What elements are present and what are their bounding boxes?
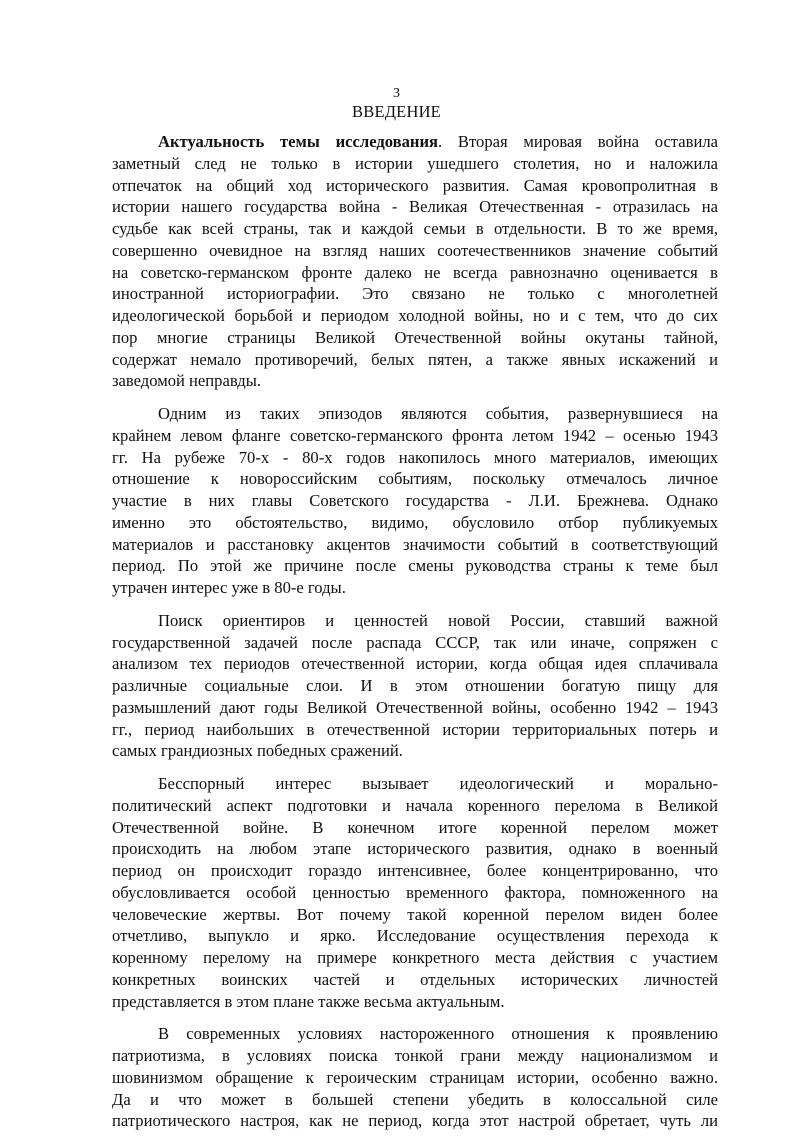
- text-line: шовинизмом обращение к героическим страницам истории, особенно важно.: [112, 1067, 718, 1087]
- text-line: содержат немало противоречий, белых пятен, а также явных искажений и: [112, 349, 718, 369]
- text-line: период он происходит гораздо интенсивнее, более концентрированно, что: [112, 861, 718, 880]
- text-line: судьбе как всей страны, так и каждой семьи в отдельности. В то же время,: [112, 219, 718, 238]
- text-line: Одним из таких эпизодов являются события, развернувшиеся на: [158, 404, 718, 423]
- text-line: гг. На рубеже 70-х - 80-х годов накопилось много материалов, имеющих: [112, 447, 718, 467]
- text-line: гг., период наибольших в отечественной истории территориальных потерь и: [112, 719, 718, 739]
- body-text: [112, 131, 718, 1143]
- text-line: заметный след не только в истории ушедшего столетия, но и наложила: [112, 153, 718, 173]
- text-line: именно это обстоятельство, видимо, обусловило отбор публикуемых: [112, 512, 718, 532]
- text-line: отпечаток на общий ход исторического развития. Самая кровопролитная в: [112, 175, 718, 195]
- text-line: утрачен интерес уже в 80-е годы.: [112, 578, 346, 597]
- text-line: патриотического настроя, как не период, когда этот настрой обретает, чуть ли: [112, 1111, 718, 1131]
- text-line: участие в них главы Советского государства - Л.И. Брежнева. Однако: [112, 491, 718, 510]
- paragraph: [112, 773, 718, 1012]
- paragraph: [112, 1023, 718, 1132]
- text-line: патриотизма, в условиях поиска тонкой грани между национализмом и: [112, 1046, 718, 1065]
- text-line: отношение к новороссийским событиям, поскольку отмечалось личное: [112, 469, 718, 489]
- text-line: отчетливо, выпукло и ярко. Исследование осуществления перехода к: [112, 926, 718, 946]
- text-line: обусловливается особой ценностью временного фактора, помноженного на: [112, 882, 718, 902]
- text-line: анализом тех периодов отечественной истории, когда общая идея сплачивала: [112, 654, 718, 674]
- bold-lead: Актуальность темы исследования: [158, 132, 438, 151]
- text-line: различные социальные слои. И в этом отношении богатую пищу для: [112, 676, 718, 695]
- text-line: размышлений дают годы Великой Отечественной войны, особенно 1942 – 1943: [112, 697, 718, 717]
- text-line: Отечественной войне. В конечном итоге коренной перелом может: [112, 817, 718, 837]
- text-line: на советско-германском фронте далеко не всегда равнозначно оценивается в: [112, 262, 718, 282]
- text-line: политический аспект подготовки и начала коренного перелома в Великой: [112, 795, 718, 815]
- text-line: представляется в этом плане также весьма актуальным.: [112, 991, 505, 1011]
- text-line: Поиск ориентиров и ценностей новой России, ставший важной: [158, 610, 718, 630]
- text-line: государственной задачей после распада СССР, так или иначе, сопряжен с: [112, 632, 718, 652]
- paragraph: [112, 610, 718, 762]
- page-number: 3: [393, 86, 400, 101]
- text-line: идеологической борьбой и периодом холодной войны, но и с тем, что до сих: [112, 306, 718, 325]
- text-line: иностранной историографии. Это связано не только с многолетней: [112, 284, 718, 304]
- paragraph: [112, 403, 718, 599]
- text-line: истории нашего государства война - Великая Отечественная - отразилась на: [112, 197, 718, 217]
- text-line: крайнем левом фланге советско-германского фронта летом 1942 – осенью 1943: [112, 425, 718, 445]
- text-line: происходить на любом этапе исторического развития, однако в военный: [112, 839, 718, 859]
- text-line: материалов и расстановку акцентов значимости событий в соответствующий: [112, 534, 718, 554]
- text-line: [112, 131, 718, 153]
- text-line: самых грандиозных победных сражений.: [112, 741, 403, 761]
- lead-rest: . Вторая мировая война оставила: [437, 132, 718, 151]
- text-line: В современных условиях настороженного отношения к проявлению: [158, 1024, 718, 1044]
- text-line: коренному перелому на примере конкретного места действия с участием: [112, 948, 718, 967]
- text-line: период. По этой же причине после смены руководства страны к теме был: [112, 556, 718, 576]
- paragraph: [112, 131, 718, 392]
- text-line: Бесспорный интерес вызывает идеологический и морально-: [158, 774, 718, 793]
- text-line: конкретных воинских частей и отдельных исторических личностей: [112, 969, 718, 989]
- text-line: Да и что может в большей степени убедить в колоссальной силе: [112, 1089, 718, 1109]
- text-line: заведомой неправды.: [112, 371, 262, 391]
- text-line: человеческие жертвы. Вот почему такой коренной перелом виден более: [112, 904, 718, 924]
- section-heading: ВВЕДЕНИЕ: [352, 102, 441, 121]
- text-line: пор многие страницы Великой Отечественной войны окутаны тайной,: [112, 327, 718, 347]
- text-line: совершенно очевидное на взгляд наших соотечественников значение событий: [112, 240, 718, 260]
